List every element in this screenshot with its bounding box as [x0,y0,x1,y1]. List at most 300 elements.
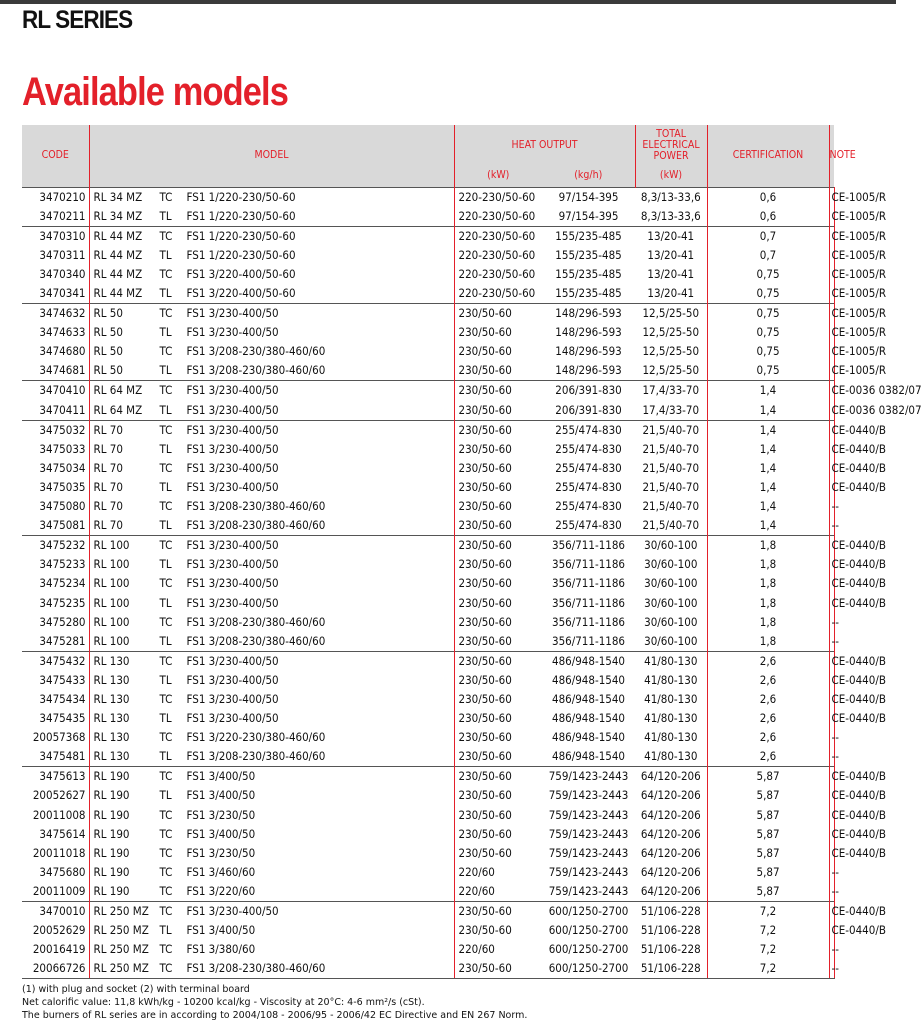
model-fs: FS1 1/220-230/50-60 [186,208,296,223]
cell-model [89,304,454,324]
cell-power: 5,87 [707,863,829,882]
model-type: TL [159,788,172,803]
cell-power: 1,8 [707,574,829,593]
cell-heat-kgh: 64/120-206 [635,767,707,787]
cell-model [89,844,454,863]
cell-heat-kw: 206/391-830 [542,381,635,401]
cell-code: 3470310 [22,226,89,246]
cell-certification: CE-0440/B [829,671,834,690]
cell-certification: -- [829,613,834,632]
cell-heat-kgh: 8,3/13-33,6 [635,187,707,207]
cell-heat-kw: 356/711-1186 [551,557,626,572]
cell-power: 2,6 [707,709,829,728]
cell-heat-kgh: 64/120-206 [635,786,707,805]
model-type: TC [159,266,173,281]
cell-heat-kw: 600/1250-2700 [542,901,635,921]
cell-certification: CE-0440/B [829,440,834,459]
header-heat-kgh: (kg/h) [542,165,635,187]
cell-certification: CE-0440/B [829,574,834,593]
cell-voltage: 230/50-60 [458,441,512,456]
cell-certification: CE-1005/R [829,226,834,246]
cell-code: 3475613 [22,767,89,787]
cell-certification: CE-0440/B [829,459,834,478]
cell-code: 3474633 [22,323,89,342]
cell-heat-kw: 148/296-593 [555,325,622,340]
cell-voltage: 220-230/50-60 [454,187,542,207]
model-name: RL 190 [93,883,130,898]
model-fs: FS1 3/230-400/50 [186,538,279,553]
model-name: RL 190 [93,864,130,879]
cell-code: 3475080 [22,497,89,516]
model-name: RL 44 MZ [93,228,143,243]
model-name: RL 70 [93,422,123,437]
footnote-line: (1) with plug and socket (2) with terminal board [22,984,250,995]
table-row [22,226,834,246]
cell-code: 3475035 [22,478,89,497]
model-type: TC [159,730,173,745]
cell-code: 3470411 [22,401,89,421]
cell-heat-kgh: 12,5/25-50 [635,323,707,342]
cell-voltage: 230/50-60 [454,536,542,556]
cell-heat-kw: 600/1250-2700 [548,942,629,957]
table-row [22,478,834,497]
cell-model [89,440,454,459]
cell-code: 3470010 [22,901,89,921]
cell-code: 20052629 [22,921,89,940]
cell-model [89,882,454,902]
cell-certification: CE-0440/B [829,786,834,805]
model-name: RL 44 MZ [93,247,143,262]
cell-certification: CE-0440/B [829,767,834,787]
model-name: RL 50 [93,363,123,378]
cell-heat-kgh: 8,3/13-33,6 [635,207,707,227]
cell-certification: CE-0440/B [829,555,834,574]
cell-certification: CE-1005/R [829,342,834,361]
model-fs: FS1 3/400/50 [186,788,256,803]
cell-voltage: 230/50-60 [454,767,542,787]
cell-power: 0,7 [707,246,829,265]
cell-heat-kw: 356/711-1186 [542,536,635,556]
cell-certification: CE-0440/B [829,921,834,940]
model-name: RL 100 [93,595,130,610]
cell-model [89,536,454,556]
header-power [635,125,707,165]
model-fs: FS1 3/230-400/50 [186,576,279,591]
cell-heat-kgh: 12,5/25-50 [635,361,707,381]
cell-heat-kgh: 17,4/33-70 [635,401,707,421]
cell-power: 5,87 [707,786,829,805]
model-type: TC [159,904,173,919]
cell-heat-kw: 356/711-1186 [551,595,626,610]
model-type: TC [159,653,173,668]
cell-heat-kw: 155/235-485 [555,247,622,262]
cell-code: 3474680 [22,342,89,361]
cell-heat-kgh: 51/106-228 [635,959,707,979]
cell-model [89,940,454,959]
cell-heat-kgh: 41/80-130 [635,709,707,728]
table-row [22,187,834,207]
table-row [22,921,834,940]
cell-power: 0,75 [707,342,829,361]
cell-power: 5,87 [707,806,829,825]
cell-certification: CE-0440/B [829,825,834,844]
cell-power: 5,87 [707,825,829,844]
cell-voltage: 220/60 [458,864,495,879]
model-fs: FS1 3/208-230/380-460/60 [186,749,326,764]
page-title: Available models [22,70,289,114]
cell-code: 3470311 [22,246,89,265]
model-fs: FS1 3/230/50 [186,807,256,822]
cell-voltage: 230/50-60 [458,845,512,860]
cell-certification: CE-0440/B [829,806,834,825]
table-row [22,651,834,671]
cell-power: 2,6 [707,690,829,709]
cell-certification: CE-0440/B [829,844,834,863]
cell-heat-kgh: 51/106-228 [635,940,707,959]
cell-certification: CE-1005/R [829,207,834,227]
cell-heat-kgh: 12,5/25-50 [635,304,707,324]
cell-code: 3475481 [22,747,89,767]
model-name: RL 64 MZ [93,402,143,417]
cell-model [89,806,454,825]
cell-heat-kw: 255/474-830 [542,420,635,440]
cell-heat-kw: 759/1423-2443 [548,864,629,879]
model-type: TC [159,344,173,359]
cell-code: 3470210 [22,187,89,207]
model-name: RL 190 [93,826,130,841]
model-fs: FS1 3/230-400/50 [186,672,279,687]
cell-code: 3475614 [22,825,89,844]
table-row [22,555,834,574]
cell-voltage: 230/50-60 [454,901,542,921]
table-row [22,690,834,709]
footnote-line: Net calorific value: 11,8 kWh/kg - 10200 kcal/kg - Viscosity at 20°C: 4-6 mm²/s (cSt). [22,997,425,1008]
cell-heat-kw: 759/1423-2443 [548,883,629,898]
model-fs: FS1 3/230-400/50 [186,595,279,610]
cell-voltage: 220-230/50-60 [458,208,536,223]
cell-code: 3475435 [22,709,89,728]
cell-voltage: 230/50-60 [458,923,512,938]
model-fs: FS1 3/230-400/50 [186,325,279,340]
model-type: TC [159,807,173,822]
cell-model [89,323,454,342]
cell-power: 1,4 [707,440,829,459]
cell-code: 3475432 [22,651,89,671]
cell-model [89,187,454,207]
model-name: RL 190 [93,845,130,860]
cell-code: 3475280 [22,613,89,632]
cell-voltage: 230/50-60 [454,959,542,979]
cell-heat-kgh: 13/20-41 [635,226,707,246]
series-heading: RL SERIES [22,6,133,34]
table-row [22,613,834,632]
cell-heat-kw: 600/1250-2700 [542,959,635,979]
cell-heat-kw: 148/296-593 [542,304,635,324]
cell-power: 5,87 [707,882,829,902]
model-fs: FS1 3/230-400/50 [186,557,279,572]
cell-heat-kw: 759/1423-2443 [542,767,635,787]
cell-heat-kw: 759/1423-2443 [548,788,629,803]
model-fs: FS1 3/220-400/50-60 [186,286,296,301]
cell-power: 2,6 [707,747,829,767]
table-row [22,806,834,825]
cell-certification: CE-1005/R [829,304,834,324]
table-row [22,593,834,612]
cell-code: 3475081 [22,516,89,536]
cell-heat-kw: 356/711-1186 [551,576,626,591]
model-fs: FS1 3/220-230/380-460/60 [186,730,326,745]
cell-power: 0,75 [707,304,829,324]
table-row [22,632,834,652]
cell-code: 3475433 [22,671,89,690]
table-row [22,516,834,536]
cell-voltage: 230/50-60 [458,479,512,494]
model-fs: FS1 3/230-400/50 [186,441,279,456]
cell-power: 0,75 [707,265,829,284]
model-name: RL 34 MZ [93,189,143,204]
model-name: RL 250 MZ [93,923,149,938]
cell-power: 1,8 [707,593,829,612]
cell-model [89,690,454,709]
cell-power: 1,8 [707,555,829,574]
model-name: RL 130 [93,749,130,764]
table-row [22,440,834,459]
cell-power: 5,87 [707,767,829,787]
cell-heat-kw: 148/296-593 [555,344,622,359]
cell-certification: -- [829,959,834,979]
cell-voltage: 230/50-60 [458,576,512,591]
cell-certification: -- [829,728,834,747]
cell-heat-kgh: 21,5/40-70 [635,497,707,516]
cell-code: 3475235 [22,593,89,612]
cell-code: 3475232 [22,536,89,556]
model-name: RL 50 [93,344,123,359]
cell-code: 20057368 [22,728,89,747]
cell-heat-kw: 759/1423-2443 [548,845,629,860]
cell-heat-kw: 155/235-485 [555,266,622,281]
cell-power: 1,4 [707,381,829,401]
model-type: TC [159,189,173,204]
model-name: RL 130 [93,691,130,706]
model-type: TC [159,845,173,860]
model-name: RL 250 MZ [93,942,149,957]
model-fs: FS1 3/230-400/50 [186,460,279,475]
cell-voltage: 220/60 [458,883,495,898]
table-row [22,207,834,227]
model-type: TC [159,383,173,398]
cell-power: 0,7 [707,226,829,246]
cell-heat-kgh: 41/80-130 [635,690,707,709]
cell-heat-kgh: 41/80-130 [635,747,707,767]
model-type: TL [159,557,172,572]
cell-code: 3475281 [22,632,89,652]
cell-model [89,786,454,805]
cell-model [89,632,454,652]
header-power-line2: ELECTRICAL [642,138,700,151]
cell-heat-kw: 759/1423-2443 [548,807,629,822]
model-name: RL 44 MZ [93,266,143,281]
cell-power: 2,6 [707,728,829,747]
table-row [22,361,834,381]
model-fs: FS1 3/230-400/50 [186,383,279,398]
table-row [22,323,834,342]
cell-model [89,901,454,921]
cell-code: 3474681 [22,361,89,381]
cell-certification: -- [829,747,834,767]
model-fs: FS1 3/220/60 [186,883,256,898]
model-fs: FS1 3/208-230/380-460/60 [186,633,326,648]
model-fs: FS1 3/230-400/50 [186,711,279,726]
model-type: TL [159,633,172,648]
cell-voltage: 230/50-60 [458,499,512,514]
model-fs: FS1 3/208-230/380-460/60 [186,363,326,378]
table-row [22,381,834,401]
model-type: TL [159,595,172,610]
model-fs: FS1 1/220-230/50-60 [186,189,296,204]
cell-heat-kgh: 13/20-41 [635,246,707,265]
table-row [22,747,834,767]
cell-code: 3470211 [22,207,89,227]
table-row [22,844,834,863]
cell-model [89,728,454,747]
cell-model [89,555,454,574]
cell-voltage: 230/50-60 [458,460,512,475]
model-type: TL [159,749,172,764]
cell-voltage: 230/50-60 [458,402,512,417]
cell-model [89,381,454,401]
cell-certification: CE-0440/B [829,420,834,440]
model-type: TC [159,460,173,475]
header-model: MODEL [89,125,454,187]
footnote-line: The burners of RL series are in according to 2004/108 - 2006/95 - 2006/42 EC Directive and EN 267 Norm. [22,1010,528,1021]
cell-heat-kgh: 30/60-100 [635,555,707,574]
cell-heat-kw: 486/948-1540 [551,691,626,706]
cell-power: 1,8 [707,536,829,556]
cell-model [89,226,454,246]
cell-voltage: 230/50-60 [454,420,542,440]
cell-heat-kgh: 64/120-206 [635,806,707,825]
cell-power: 7,2 [707,940,829,959]
cell-voltage: 230/50-60 [458,614,512,629]
cell-power: 0,75 [707,284,829,304]
cell-heat-kw: 486/948-1540 [551,711,626,726]
cell-power: 1,4 [707,516,829,536]
cell-code: 3470341 [22,284,89,304]
top-rule [0,0,896,4]
cell-code: 3474632 [22,304,89,324]
cell-heat-kw: 486/948-1540 [551,749,626,764]
cell-code: 20016419 [22,940,89,959]
cell-heat-kgh: 17,4/33-70 [635,381,707,401]
cell-code: 3475033 [22,440,89,459]
cell-voltage: 230/50-60 [458,633,512,648]
cell-heat-kgh: 13/20-41 [635,265,707,284]
table-row [22,246,834,265]
cell-certification: CE-0036 0382/07 [829,401,834,421]
model-name: RL 250 MZ [93,904,149,919]
model-type: TC [159,942,173,957]
cell-certification: -- [829,882,834,902]
cell-certification: CE-1005/R [829,284,834,304]
cell-certification: CE-0036 0382/07 [829,381,834,401]
cell-heat-kw: 486/948-1540 [551,672,626,687]
model-fs: FS1 3/230-400/50 [186,904,279,919]
cell-code: 3470340 [22,265,89,284]
cell-heat-kgh: 51/106-228 [635,901,707,921]
cell-certification: CE-0440/B [829,593,834,612]
model-name: RL 70 [93,460,123,475]
model-type: TC [159,422,173,437]
cell-voltage: 220-230/50-60 [458,266,536,281]
cell-model [89,284,454,304]
cell-voltage: 230/50-60 [458,325,512,340]
cell-heat-kgh: 21,5/40-70 [635,459,707,478]
model-fs: FS1 1/220-230/50-60 [186,228,296,243]
model-fs: FS1 3/230-400/50 [186,422,279,437]
cell-model [89,265,454,284]
table-row [22,574,834,593]
cell-power: 1,4 [707,497,829,516]
table-row [22,459,834,478]
cell-model [89,516,454,536]
model-type: TC [159,306,173,321]
cell-certification: CE-0440/B [829,709,834,728]
model-name: RL 50 [93,306,123,321]
cell-heat-kw: 486/948-1540 [542,651,635,671]
cell-heat-kgh: 30/60-100 [635,593,707,612]
cell-model [89,959,454,979]
models-table [22,125,922,979]
cell-heat-kgh: 64/120-206 [635,863,707,882]
model-fs: FS1 3/400/50 [186,826,256,841]
cell-heat-kgh: 21,5/40-70 [635,440,707,459]
model-type: TC [159,883,173,898]
model-type: TC [159,769,173,784]
cell-heat-kgh: 21,5/40-70 [635,420,707,440]
model-name: RL 70 [93,499,123,514]
cell-code: 3475233 [22,555,89,574]
model-type: TL [159,208,172,223]
cell-certification: CE-1005/R [829,323,834,342]
cell-model [89,651,454,671]
model-fs: FS1 3/400/50 [186,923,256,938]
model-type: TC [159,576,173,591]
model-type: TC [159,826,173,841]
cell-power: 7,2 [707,921,829,940]
model-name: RL 64 MZ [93,383,143,398]
cell-certification: -- [829,516,834,536]
table-row [22,901,834,921]
model-name: RL 100 [93,557,130,572]
model-type: TL [159,672,172,687]
footnotes [22,983,527,1022]
cell-model [89,401,454,421]
header-heat-kw: (kW) [454,165,542,187]
cell-certification: CE-0440/B [829,651,834,671]
cell-model [89,863,454,882]
model-name: RL 190 [93,769,130,784]
model-type: TC [159,538,173,553]
cell-model [89,361,454,381]
cell-heat-kw: 255/474-830 [555,460,622,475]
table-row [22,728,834,747]
table-row [22,940,834,959]
cell-heat-kgh: 30/60-100 [635,574,707,593]
cell-code: 20011008 [22,806,89,825]
model-name: RL 130 [93,672,130,687]
cell-voltage: 230/50-60 [458,691,512,706]
cell-heat-kgh: 64/120-206 [635,844,707,863]
